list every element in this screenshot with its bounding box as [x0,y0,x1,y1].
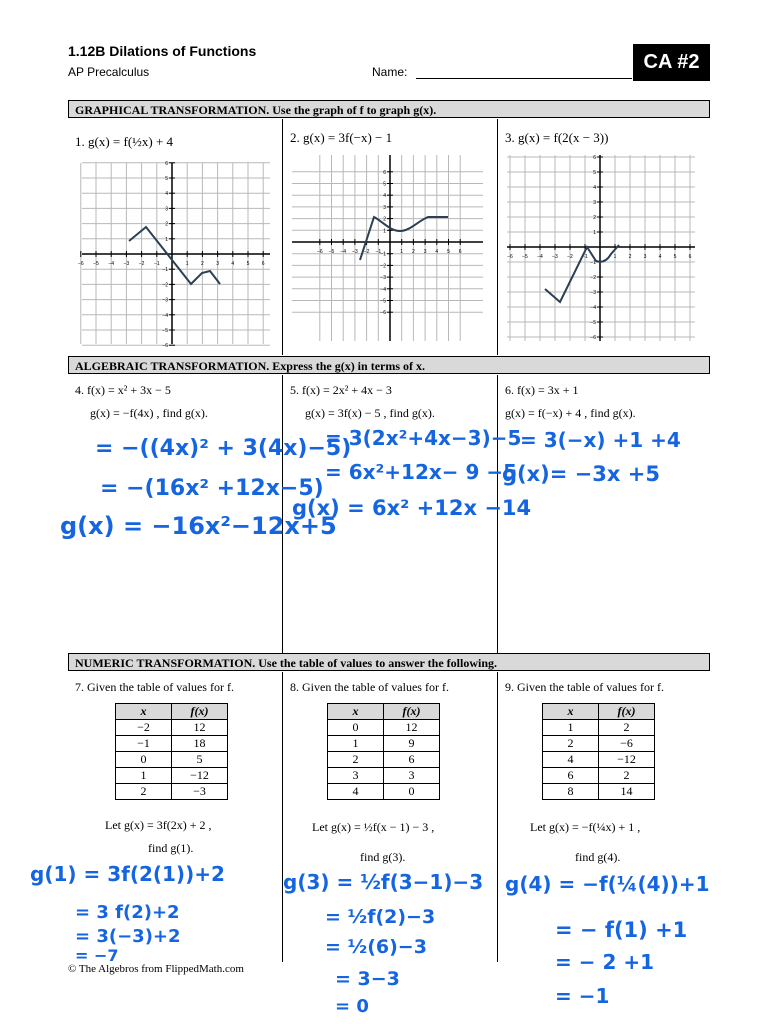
table-row [328,768,440,784]
values-table-9 [542,703,655,800]
column-divider [497,119,498,355]
handwritten-answer: g(x) = 6x² +12x −14 [292,496,532,520]
axis-tick-label: −6 [507,254,513,260]
axis-tick-label: 2 [628,254,632,260]
axis-tick-label: −5 [328,249,335,255]
axis-tick-label: −2 [590,275,596,281]
axis-tick-label: −1 [380,251,386,258]
axis-tick-label: −3 [590,290,596,296]
function-curve [129,227,220,284]
table-cell: 2 [328,752,384,768]
table-cell: 2 [599,768,655,784]
problem-4-task: g(x) = −f(4x) , find g(x). [90,406,208,420]
axis-tick-label: −1 [582,254,588,260]
table-cell: 12 [172,720,228,736]
problem-9-let: Let g(x) = −f(¼x) + 1 , [530,820,641,834]
table-row [116,784,228,800]
axis-tick-label: −6 [380,310,386,317]
table-cell: −12 [599,752,655,768]
column-divider [282,119,283,355]
axis-tick-label: −3 [380,275,386,282]
axis-tick-label: 3 [165,206,168,213]
handwritten-answer: g(x)= −3x +5 [502,462,660,486]
handwritten-work: = ½(6)−3 [325,936,427,958]
axis-tick-label: −1 [375,249,382,255]
ca-badge: CA #2 [633,44,710,81]
axis-tick-label: 1 [593,230,596,236]
axis-tick-label: −5 [522,254,528,260]
problem-8-let: Let g(x) = ½f(x − 1) − 3 , [312,820,435,834]
table-row [328,784,440,800]
table-row [116,720,228,736]
handwritten-work: g(4) = −f(¼(4))+1 [505,872,710,896]
axis-tick-label: 5 [673,254,677,260]
table-cell: 14 [599,784,655,800]
table-row [116,768,228,784]
axis-tick-label: 3 [423,249,427,255]
axis-tick-label: 2 [412,249,415,255]
axis-tick-label: −6 [162,343,168,350]
handwritten-work: = −((4x)² + 3(4x)−5) [95,436,352,461]
table-row [116,736,228,752]
axis-tick-label: 5 [447,249,450,255]
table-cell: 4 [328,784,384,800]
axis-tick-label: −2 [162,282,168,289]
axis-tick-label: −5 [590,320,596,326]
axis-tick-label: −4 [380,286,386,293]
problem-1-label: 1. g(x) = f(½x) + 4 [75,134,174,149]
axis-tick-label: 6 [593,155,596,161]
axis-tick-label: −4 [537,254,543,260]
axis-tick-label: −1 [153,261,160,267]
table-cell: 1 [328,736,384,752]
table-cell: 3 [328,768,384,784]
problem-6-task: g(x) = f(−x) + 4 , find g(x). [505,406,636,420]
document-title: 1.12B Dilations of Functions [68,43,257,59]
table-cell: 3 [384,768,440,784]
table-cell: 18 [172,736,228,752]
problem-7-intro: 7. Given the table of values for f. [75,680,234,694]
axis-tick-label: −4 [340,249,347,255]
axis-tick-label: −5 [93,261,99,267]
graph-problem-3 [505,153,697,343]
axis-tick-label: −6 [77,261,84,267]
axis-tick-label: 6 [688,254,692,260]
table-cell: 0 [328,720,384,736]
axis-tick-label: −4 [162,312,168,319]
axis-tick-label: 2 [165,221,168,228]
axis-tick-label: 1 [383,228,386,235]
axis-tick-label: −4 [590,305,596,311]
handwritten-work: = 6x²+12x− 9 −5 [325,460,518,484]
table-header-fx: f(x) [172,704,228,720]
axis-tick-label: 2 [201,261,204,267]
name-field[interactable] [416,78,632,79]
name-label: Name: [372,65,408,79]
handwritten-answer: = −7 [75,946,119,965]
handwritten-work: = −(16x² +12x−5) [100,476,324,501]
table-row [543,768,655,784]
graph-problem-1 [77,160,272,350]
problem-9-intro: 9. Given the table of values for f. [505,680,664,694]
axis-tick-label: −4 [108,261,115,267]
axis-tick-label: −2 [380,263,386,270]
table-header-fx: f(x) [384,704,440,720]
axis-tick-label: 6 [383,169,386,176]
table-row [543,784,655,800]
axis-tick-label: 2 [593,215,596,221]
table-header-x: x [116,704,172,720]
axis-tick-label: 3 [216,261,219,267]
table-cell: 9 [384,736,440,752]
axis-tick-label: −5 [380,298,386,305]
axis-tick-label: −2 [567,254,573,260]
problem-7-find: find g(1). [148,841,194,855]
axis-tick-label: 1 [165,236,168,243]
table-header-x: x [543,704,599,720]
axis-tick-label: 4 [658,254,662,260]
coordinate-grid [292,155,483,341]
table-cell: 1 [543,720,599,736]
axis-tick-label: 6 [261,261,265,267]
problem-8-find: find g(3). [360,850,406,864]
table-cell: −3 [172,784,228,800]
column-divider [497,672,498,962]
axis-tick-label: −3 [123,261,130,267]
table-header-fx: f(x) [599,704,655,720]
handwritten-work: = 3(2x²+4x−3)−5 [325,426,522,450]
table-cell: 1 [116,768,172,784]
axis-tick-label: −1 [590,260,596,266]
table-cell: 2 [543,736,599,752]
table-cell: 5 [172,752,228,768]
problem-4-function: 4. f(x) = x² + 3x − 5 [75,383,171,397]
handwritten-work: = ½f(2)−3 [325,906,436,928]
table-cell: 8 [543,784,599,800]
table-row [543,720,655,736]
axis-tick-label: −6 [590,335,596,341]
table-cell: −2 [116,720,172,736]
table-cell: 4 [543,752,599,768]
table-row [328,736,440,752]
axis-tick-label: 5 [165,176,168,182]
table-cell: 12 [384,720,440,736]
axis-tick-label: −1 [162,267,168,274]
axis-tick-label: 5 [246,261,250,267]
axis-tick-label: −2 [138,261,145,267]
handwritten-work: = 3(−3)+2 [75,926,181,947]
axis-tick-label: −6 [316,249,323,255]
problem-2-label: 2. g(x) = 3f(−x) − 1 [290,130,393,145]
handwritten-work: = − 2 +1 [555,950,654,974]
table-header-x: x [328,704,384,720]
axis-tick-label: 6 [165,160,168,167]
graph-problem-2 [290,153,485,343]
axis-tick-label: −5 [162,328,168,334]
handwritten-work: = 3(−x) +1 +4 [520,428,681,452]
axis-tick-label: 1 [400,249,404,255]
axis-tick-label: −3 [552,254,558,260]
axis-tick-label: 2 [383,216,386,223]
section-header-algebraic: ALGEBRAIC TRANSFORMATION. Express the g(x) in terms of x. [68,356,710,374]
table-cell: 2 [599,720,655,736]
table-cell: 6 [384,752,440,768]
problem-3-label: 3. g(x) = f(2(x − 3)) [505,130,609,145]
handwritten-work: g(3) = ½f(3−1)−3 [283,870,484,894]
axis-tick-label: 4 [383,193,386,200]
handwritten-answer: = −1 [555,984,610,1008]
problem-7-let: Let g(x) = 3f(2x) + 2 , [105,818,212,832]
table-cell: 0 [116,752,172,768]
handwritten-work: = 3 f(2)+2 [75,902,180,923]
problem-8-intro: 8. Given the table of values for f. [290,680,449,694]
axis-tick-label: 4 [165,191,168,198]
axis-tick-label: −3 [352,249,358,255]
table-row [543,752,655,768]
table-cell: −1 [116,736,172,752]
section-header-numeric: NUMERIC TRANSFORMATION. Use the table of values to answer the following. [68,653,710,671]
table-row [116,752,228,768]
table-row [543,736,655,752]
values-table-7 [115,703,228,800]
axis-tick-label: −2 [363,249,370,255]
axis-tick-label: 4 [593,185,596,191]
axis-tick-label: 4 [435,249,439,255]
table-row [328,720,440,736]
axis-tick-label: 1 [613,254,617,260]
problem-6-function: 6. f(x) = 3x + 1 [505,383,579,397]
axis-tick-label: 3 [643,254,647,260]
table-row [328,752,440,768]
table-cell: 2 [116,784,172,800]
handwritten-answer: = 0 [335,996,369,1017]
table-cell: −12 [172,768,228,784]
handwritten-work: g(1) = 3f(2(1))+2 [30,862,225,886]
handwritten-work: = − f(1) +1 [555,918,688,942]
table-cell: 6 [543,768,599,784]
problem-5-task: g(x) = 3f(x) − 5 , find g(x). [305,406,435,420]
table-cell: 0 [384,784,440,800]
table-cell: −6 [599,736,655,752]
axis-tick-label: 3 [593,200,596,206]
handwritten-answer: g(x) = −16x²−12x+5 [60,512,337,540]
coordinate-grid [78,161,270,349]
problem-5-function: 5. f(x) = 2x² + 4x − 3 [290,383,392,397]
values-table-8 [327,703,440,800]
axis-tick-label: 4 [231,261,235,267]
problem-9-find: find g(4). [575,850,621,864]
axis-tick-label: 6 [458,249,462,255]
footer-copyright: © The Algebros from FlippedMath.com [68,963,244,975]
handwritten-work: = 3−3 [335,968,400,990]
axis-tick-label: 3 [383,204,386,211]
axis-tick-label: 1 [185,261,189,267]
axis-tick-label: 5 [593,170,596,176]
course-name: AP Precalculus [68,65,150,79]
column-divider [282,672,283,962]
coordinate-grid [507,155,695,341]
section-header-graphical: GRAPHICAL TRANSFORMATION. Use the graph of f to graph g(x). [68,100,710,118]
axis-tick-label: 5 [383,181,386,188]
axis-tick-label: −3 [162,297,168,304]
